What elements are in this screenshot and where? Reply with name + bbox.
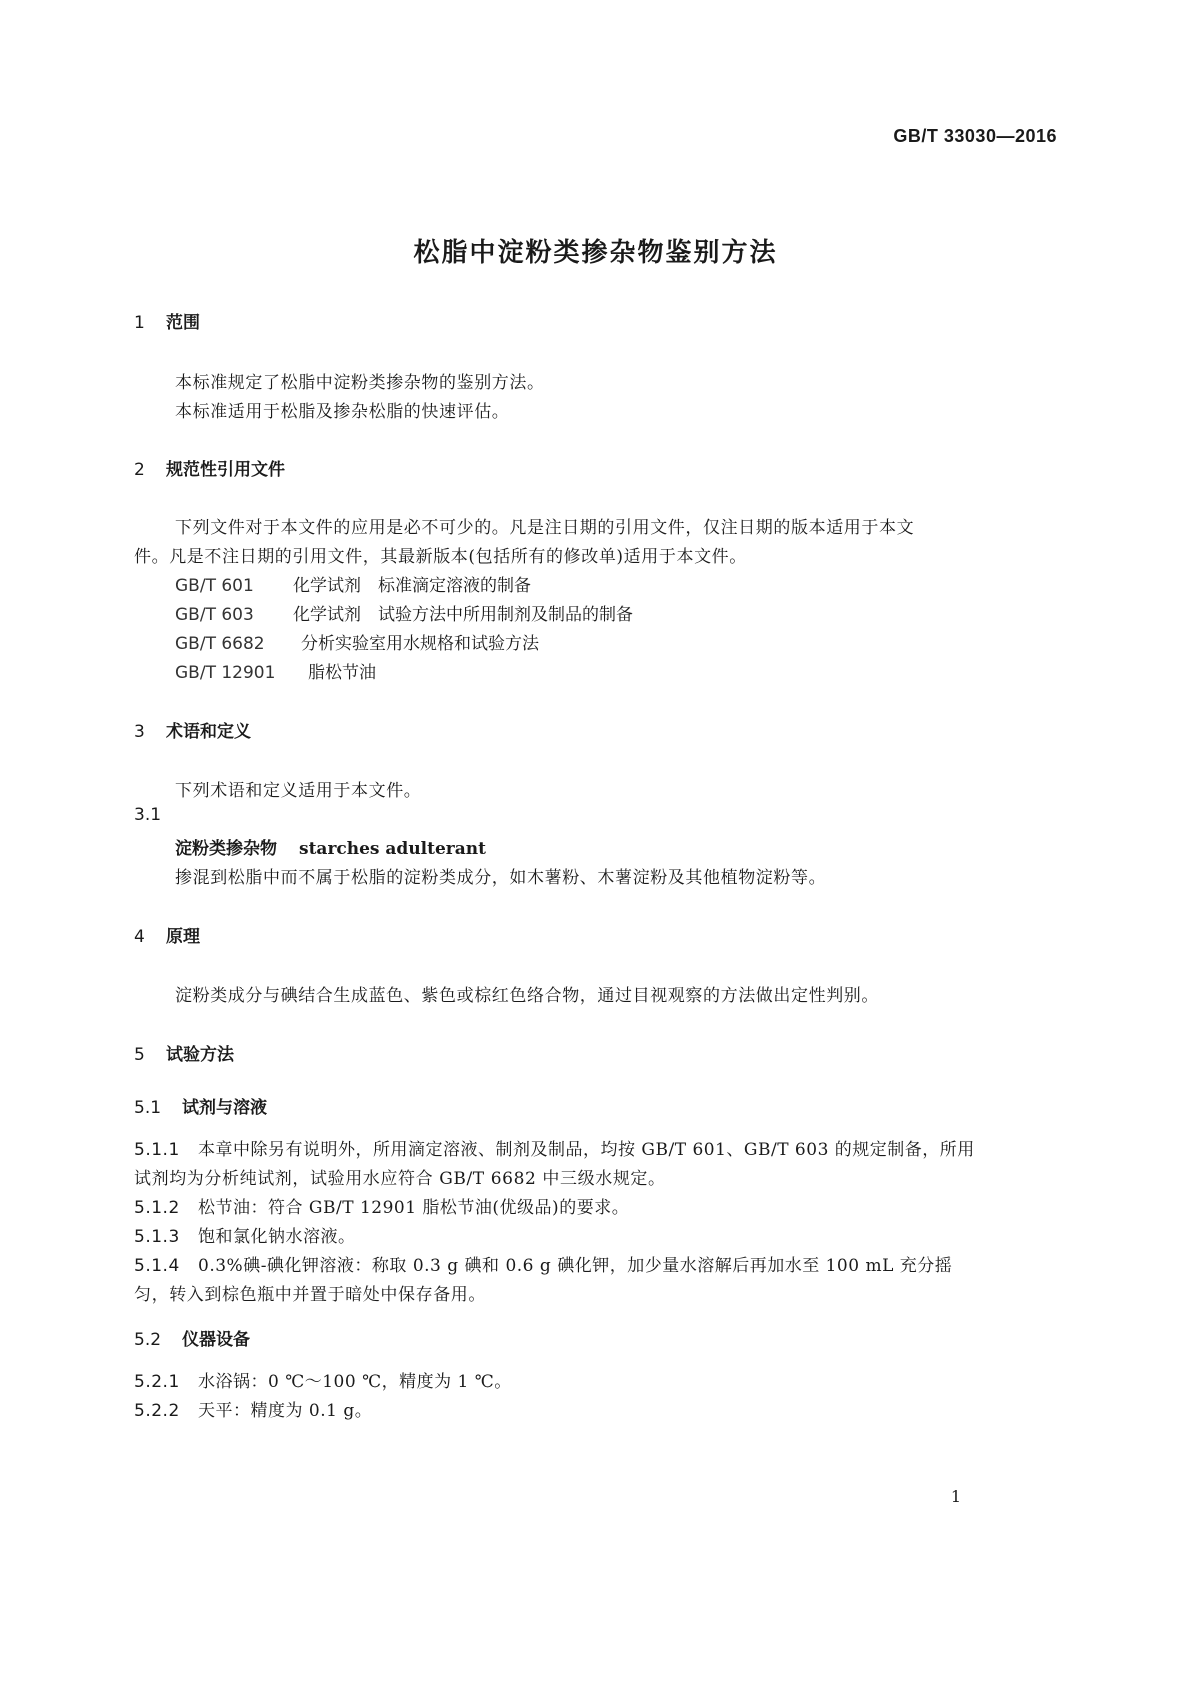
reference-title: 脂松节油 <box>308 663 376 683</box>
reference-title: 化学试剂 试验方法中所用制剂及制品的制备 <box>293 605 633 625</box>
subsection-heading-5-2 <box>134 1325 250 1350</box>
reference-item <box>175 658 376 683</box>
section-number: 1 <box>134 313 145 333</box>
term-english: starches adulterant <box>299 839 486 859</box>
paragraph-continuation: 件。凡是不注日期的引用文件，其最新版本(包括所有的修改单)适用于本文件。 <box>134 547 747 567</box>
section-heading-2 <box>134 455 285 480</box>
standard-code: GB/T 33030—2016 <box>893 126 1057 146</box>
clause-text: 0.3%碘-碘化钾溶液：称取 0.3 g 碘和 0.6 g 碘化钾，加少量水溶解后再加水至 100 mL 充分摇 <box>198 1256 953 1276</box>
subsection-heading-5-1 <box>134 1093 267 1118</box>
clause-5-1-1 <box>134 1135 975 1160</box>
clause-text: 本章中除另有说明外，所用滴定溶液、制剂及制品，均按 GB/T 601、GB/T 603 的规定制备，所用 <box>198 1140 975 1160</box>
clause-continuation: 匀，转入到棕色瓶中并置于暗处中保存备用。 <box>134 1285 486 1305</box>
clause-5-2-1 <box>134 1367 512 1392</box>
section-heading-4 <box>134 922 200 947</box>
clause-5-1-3 <box>134 1222 356 1247</box>
section-number: 2 <box>134 460 145 480</box>
clause-text: 饱和氯化钠水溶液。 <box>198 1227 356 1247</box>
reference-code: GB/T 6682 <box>175 634 265 654</box>
clause-number: 5.1.2 <box>134 1198 180 1218</box>
document-title: 松脂中淀粉类掺杂物鉴别方法 <box>413 238 778 268</box>
section-heading-3 <box>134 717 251 742</box>
paragraph: 下列术语和定义适用于本文件。 <box>175 781 422 801</box>
reference-code: GB/T 601 <box>175 576 254 596</box>
paragraph: 淀粉类成分与碘结合生成蓝色、紫色或棕红色络合物，通过目视观察的方法做出定性判别。 <box>175 986 879 1006</box>
subsection-title: 仪器设备 <box>182 1330 250 1350</box>
term-entry <box>175 834 486 859</box>
section-title: 规范性引用文件 <box>166 460 285 480</box>
reference-item <box>175 629 539 654</box>
reference-item <box>175 571 531 596</box>
clause-text: 松节油：符合 GB/T 12901 脂松节油(优级品)的要求。 <box>198 1198 630 1218</box>
reference-code: GB/T 12901 <box>175 663 276 683</box>
clause-number: 5.1.1 <box>134 1140 180 1160</box>
subsection-title: 试剂与溶液 <box>182 1098 267 1118</box>
term-definition: 掺混到松脂中而不属于松脂的淀粉类成分，如木薯粉、木薯淀粉及其他植物淀粉等。 <box>175 868 827 888</box>
clause-number: 5.1.3 <box>134 1227 180 1247</box>
reference-title: 分析实验室用水规格和试验方法 <box>301 634 539 654</box>
clause-text: 天平：精度为 0.1 g。 <box>198 1401 373 1421</box>
clause-5-2-2 <box>134 1396 372 1421</box>
reference-code: GB/T 603 <box>175 605 254 625</box>
clause-number: 5.1.4 <box>134 1256 180 1276</box>
page-number: 1 <box>950 1487 961 1506</box>
clause-text: 水浴锅：0 ℃～100 ℃，精度为 1 ℃。 <box>198 1372 512 1392</box>
clause-continuation: 试剂均为分析纯试剂，试验用水应符合 GB/T 6682 中三级水规定。 <box>134 1169 666 1189</box>
term-number: 3.1 <box>134 805 162 825</box>
section-number: 3 <box>134 722 145 742</box>
section-heading-5 <box>134 1040 234 1065</box>
subsection-number: 5.2 <box>134 1330 162 1350</box>
paragraph: 下列文件对于本文件的应用是必不可少的。凡是注日期的引用文件，仅注日期的版本适用于本文 <box>175 518 915 538</box>
paragraph: 本标准规定了松脂中淀粉类掺杂物的鉴别方法。 <box>175 373 545 393</box>
clause-number: 5.2.2 <box>134 1401 180 1421</box>
term-chinese: 淀粉类掺杂物 <box>175 839 277 859</box>
reference-title: 化学试剂 标准滴定溶液的制备 <box>293 576 531 596</box>
clause-5-1-4 <box>134 1251 952 1276</box>
clause-5-1-2 <box>134 1193 629 1218</box>
section-heading-1 <box>134 308 200 333</box>
section-title: 范围 <box>166 313 200 333</box>
clause-number: 5.2.1 <box>134 1372 180 1392</box>
section-number: 4 <box>134 927 145 947</box>
section-number: 5 <box>134 1045 145 1065</box>
subsection-number: 5.1 <box>134 1098 162 1118</box>
section-title: 原理 <box>166 927 200 947</box>
paragraph: 本标准适用于松脂及掺杂松脂的快速评估。 <box>175 402 510 422</box>
section-title: 术语和定义 <box>166 722 251 742</box>
section-title: 试验方法 <box>166 1045 234 1065</box>
reference-item <box>175 600 633 625</box>
